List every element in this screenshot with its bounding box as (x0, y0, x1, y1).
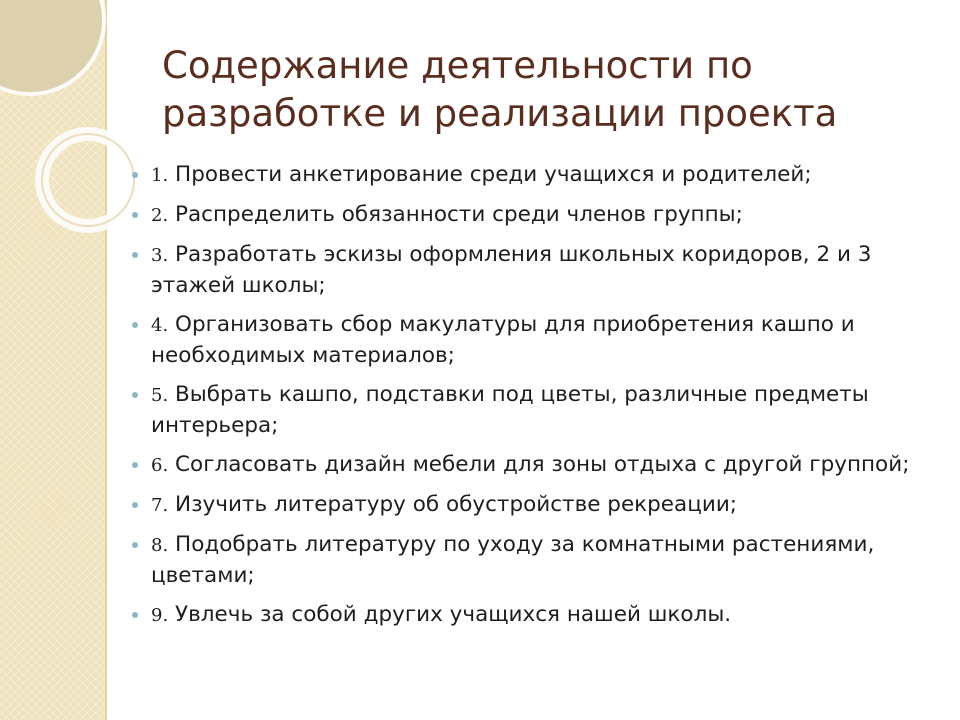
bullet-text (151, 530, 912, 591)
decorative-ring-outline (42, 134, 134, 226)
bullet-number: 8. (151, 535, 169, 556)
bullet-icon (132, 252, 138, 258)
bullet-content: Разработать эскизы оформления школьных коридоров, 2 и 3 этажей школы; (151, 242, 872, 298)
bullet-icon (132, 172, 138, 178)
bullet-item-2 (132, 200, 912, 231)
bullet-icon (132, 612, 138, 618)
bullet-number: 6. (151, 455, 169, 476)
bullet-item-6 (132, 450, 912, 481)
bullet-text (151, 490, 912, 521)
bullet-item-4 (132, 310, 912, 371)
decorative-circles (0, 0, 140, 260)
bullet-text (151, 200, 912, 231)
bullet-list (132, 160, 912, 640)
bullet-content: Выбрать кашпо, подставки под цветы, различные предметы интерьера; (151, 382, 869, 438)
bullet-text (151, 600, 912, 631)
bullet-icon (132, 322, 138, 328)
bullet-text (151, 160, 912, 191)
bullet-text (151, 380, 912, 441)
bullet-item-9 (132, 600, 912, 631)
bullet-item-3 (132, 240, 912, 301)
bullet-item-7 (132, 490, 912, 521)
bullet-number: 2. (151, 205, 169, 226)
bullet-text (151, 450, 912, 481)
bullet-item-8 (132, 530, 912, 591)
bullet-item-5 (132, 380, 912, 441)
bullet-number: 7. (151, 495, 169, 516)
bullet-number: 4. (151, 315, 169, 336)
bullet-content: Согласовать дизайн мебели для зоны отдыха с другой группой; (175, 452, 910, 477)
bullet-content: Организовать сбор макулатуры для приобретения кашпо и необходимых материалов; (151, 312, 855, 368)
bullet-icon (132, 212, 138, 218)
slide-title: Содержание деятельности по разработке и реализации проекта (162, 44, 838, 135)
bullet-icon (132, 542, 138, 548)
bullet-number: 3. (151, 245, 169, 266)
bullet-number: 1. (151, 165, 169, 186)
bullet-icon (132, 462, 138, 468)
bullet-content: Изучить литературу об обустройстве рекреации; (175, 492, 738, 517)
bullet-number: 5. (151, 385, 169, 406)
bullet-icon (132, 502, 138, 508)
bullet-icon (132, 392, 138, 398)
bullet-text (151, 310, 912, 371)
decorative-large-circle (0, 0, 104, 94)
bullet-item-1 (132, 160, 912, 191)
bullet-text (151, 240, 912, 301)
bullet-content: Провести анкетирование среди учащихся и родителей; (175, 162, 812, 187)
bullet-content: Подобрать литературу по уходу за комнатными растениями, цветами; (151, 532, 875, 588)
bullet-content: Распределить обязанности среди членов группы; (175, 202, 743, 227)
bullet-content: Увлечь за собой других учащихся нашей школы. (175, 602, 732, 627)
bullet-number: 9. (151, 605, 169, 626)
